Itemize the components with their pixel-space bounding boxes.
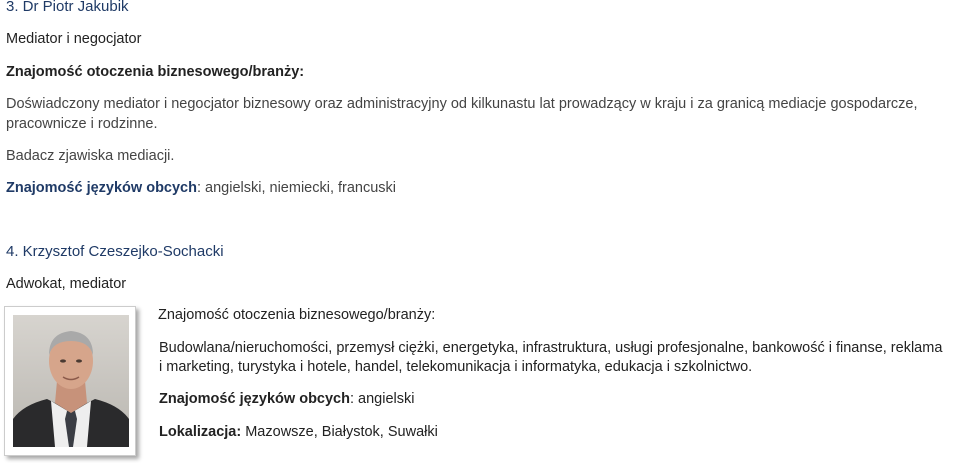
- person4-business-label: Znajomość otoczenia biznesowego/branży:: [158, 307, 436, 323]
- person3-description-line1: Doświadczony mediator i negocjator biznesowy oraz administracyjny od kilkunastu lat prowadzący w kraju i za granicą mediacje gospodarcze,: [6, 96, 918, 112]
- person4-languages-label: Znajomość języków obcych: [159, 391, 350, 407]
- person3-name: 3. Dr Piotr Jakubik: [6, 0, 129, 15]
- person3-role: Mediator i negocjator: [6, 31, 142, 47]
- person3-languages-label: Znajomość języków obcych: [6, 180, 197, 196]
- person4-languages-value: : angielski: [349, 391, 415, 407]
- person4-industries-line1: Budowlana/nieruchomości, przemysł ciężki, energetyka, infrastruktura, usługi profesjonalne, bankowość i finanse, reklama: [159, 340, 943, 356]
- person4-languages: [159, 391, 414, 407]
- person3-description-line2: pracownicze i rodzinne.: [6, 116, 158, 132]
- person3-languages: [6, 180, 396, 196]
- person3-research: Badacz zjawiska mediacji.: [6, 148, 175, 164]
- person3-business-label: Znajomość otoczenia biznesowego/branży:: [6, 64, 305, 80]
- person4-photo: [4, 306, 136, 456]
- person4-location-value: Mazowsze, Białystok, Suwałki: [241, 424, 438, 440]
- person4-location: [159, 424, 438, 440]
- person4-location-label: Lokalizacja:: [159, 424, 242, 440]
- person4-name: 4. Krzysztof Czeszejko-Sochacki: [6, 243, 224, 260]
- portrait-image: [13, 315, 129, 447]
- person4-industries-line2: i marketing, turystyka i hotele, handel, telekomunikacja i informatyka, edukacja i szkolnictwo.: [159, 359, 753, 375]
- person3-languages-value: : angielski, niemiecki, francuski: [196, 180, 397, 196]
- person4-role: Adwokat, mediator: [6, 276, 127, 292]
